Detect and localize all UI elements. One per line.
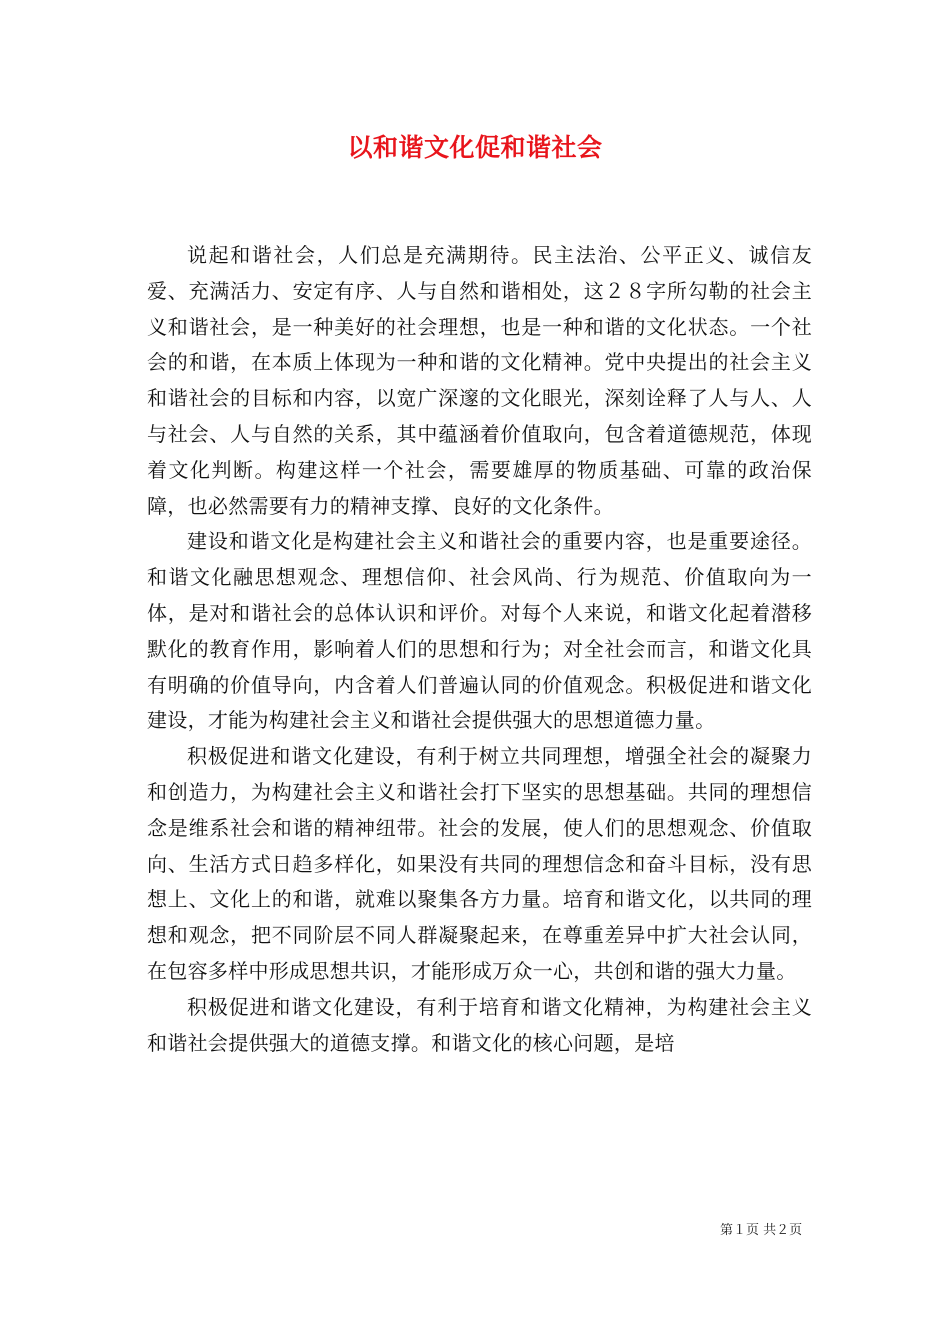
document-title: 以和谐文化促和谐社会 [347, 133, 603, 162]
page-number-footer: 第１页 共２页 [720, 1223, 803, 1238]
document-body [147, 238, 812, 1061]
paragraph-4: 积极促进和谐文化建设，有利于培育和谐文化精神，为构建社会主义和谐社会提供强大的道德支撑。和谐文化的核心问题，是培 [147, 994, 812, 1055]
paragraph-1: 说起和谐社会，人们总是充满期待。民主法治、公平正义、诚信友爱、充满活力、安定有序、人与自然和谐相处，这２８字所勾勒的社会主义和谐社会，是一种美好的社会理想，也是一种和谐的文化状态。一个社会的和谐，在本质上体现为一种和谐的文化精神。党中央提出的社会主义和谐社会的目标和内容，以宽广深邃的文化眼光，深刻诠释了人与人、人与社会、人与自然的关系，其中蕴涵着价值取向，包含着道德规范，体现着文化判断。构建这样一个社会，需要雄厚的物质基础、可靠的政治保障，也必然需要有力的精神支撑、良好的文化条件。 [147, 243, 812, 518]
paragraph-2: 建设和谐文化是构建社会主义和谐社会的重要内容，也是重要途径。和谐文化融思想观念、理想信仰、社会风尚、行为规范、价值取向为一体，是对和谐社会的总体认识和评价。对每个人来说，和谐文化起着潜移默化的教育作用，影响着人们的思想和行为；对全社会而言，和谐文化具有明确的价值导向，内含着人们普遍认同的价值观念。积极促进和谐文化建设，才能为构建社会主义和谐社会提供强大的思想道德力量。 [147, 529, 812, 733]
paragraph-3: 积极促进和谐文化建设，有利于树立共同理想，增强全社会的凝聚力和创造力，为构建社会主义和谐社会打下坚实的思想基础。共同的理想信念是维系社会和谐的精神纽带。社会的发展，使人们的思想观念、价值取向、生活方式日趋多样化，如果没有共同的理想信念和奋斗目标，没有思想上、文化上的和谐，就难以聚集各方力量。培育和谐文化，以共同的理想和观念，把不同阶层不同人群凝聚起来，在尊重差异中扩大社会认同，在包容多样中形成思想共识，才能形成万众一心，共创和谐的强大力量。 [147, 744, 812, 983]
